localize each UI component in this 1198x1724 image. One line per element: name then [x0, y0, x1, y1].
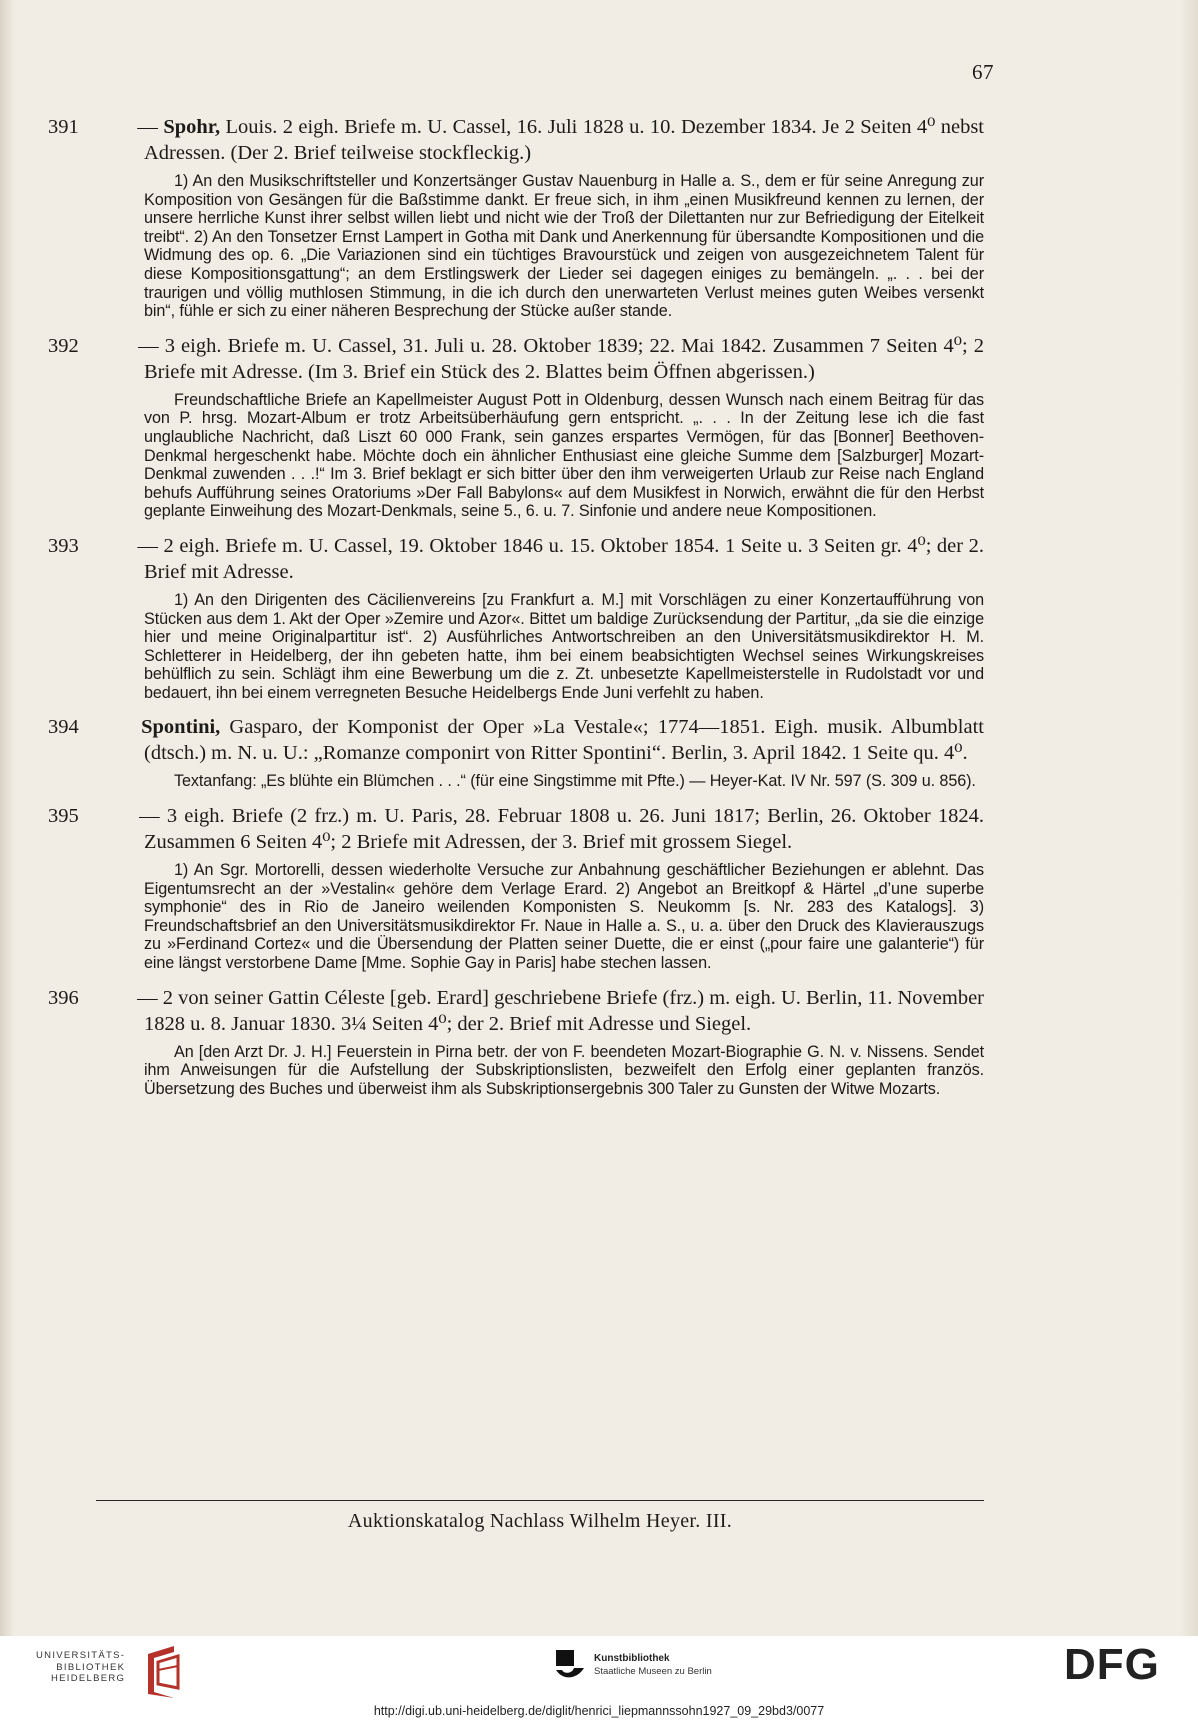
entry-number: 392	[48, 334, 79, 357]
entry-description: — 3 eigh. Briefe m. U. Cassel, 31. Juli u. 28. Oktober 1839; 22. Mai 1842. Zusammen 7 Seiten 4⁰; 2 Briefe mit Adresse. (Im 3. Brief ein Stück des 2. Blattes beim Öffnen abgerissen.)	[138, 334, 985, 383]
list-item	[48, 985, 985, 1099]
entry-note: Freundschaftliche Briefe an Kapellmeister August Pott in Oldenburg, dessen Wunsch nach einem Beitrag für das von P. hrsg. Mozart-Album er trotz Arbeitsüberhäufung gern entspricht. „. . . In der Zeitung lese ich die fast unglaubliche Nachricht, daß Liszt 60 000 Frank, sein ganzes erspartes Vermögen, für das [Bonner] Beethoven-Denkmal hergeschenkt habe. Möchte doch ein ähnlicher Enthusiast eine gleiche Summe dem [Salzburger] Mozart-Denkmal zuwenden . . .!“ Im 3. Brief beklagt er sich bitter über den ihm verweigerten Urlaub zur Reise nach England behufs Aufführung seines Oratoriums »Der Fall Babylons« auf dem Musikfest in Norwich, erwähnt die für den Herbst geplante Einweihung des Mozart-Denkmals, seine 5., 6. u. 7. Sinfonie und andere neue Kompositionen.	[144, 390, 984, 521]
entry-note: 1) An den Musikschriftsteller und Konzertsänger Gustav Nauenburg in Halle a. S., dem er für seine Anregung zur Komposition von Gesängen für die Baßstimme dankt. Er freue sich, in ihm „einen Musikfreund kennen zu lernen, der unsere herrliche Kunst ihrer selbst willen liebt und nicht wie der Troß der Dilettanten nur zur Befriedigung der Eitelkeit treibt“. 2) An den Tonsetzer Ernst Lampert in Gotha mit Dank und Anerkennung für übersandte Kompositionen und die Widmung des op. 6. „Die Variazionen sind ein tüchtiges Bravourstück und zeigen von ausgezeichnetem Talent für diese Kompositionsgattung“; an dem Erstlingswerk der Lieder sei dagegen einiges zu bemängeln. „. . . bei der traurigen und völlig muthlosen Stimmung, in die ich durch den unerwarteten Verlust meines guten Weibes versenkt bin“, fühle er sich zu einer näheren Besprechung der Stücke außer stande.	[144, 172, 984, 321]
uni-heidelberg-logo-icon	[144, 1644, 184, 1700]
entry-heading	[48, 333, 985, 385]
entry-note: 1) An Sgr. Mortorelli, dessen wiederholte Versuche zur Anbahnung geschäftlicher Beziehungen er ablehnt. Das Eigentumsrecht an der »Vestalin« gehöre dem Verlage Erard. 2) Angebot an Breitkopf & Härtel „d’une superbe symphonie“ des in Rio de Janeiro weilenden Komponisten S. Neukomm [s. Nr. 283 des Katalogs]. 3) Freundschaftsbrief an den Universitätsmusikdirektor Fr. Naue in Halle a. S., u. a. über den Druck des Klavierauszugs zu »Ferdinand Cortez« und die Übersendung der Platten seiner Duette, die er einst („pour faire une galanterie“) für eine längst verstorbene Dame [Mme. Sophie Gay in Paris] habe stechen lassen.	[144, 861, 984, 973]
kunstbibliothek-name: Kunstbibliothek	[594, 1653, 670, 1664]
entry-description: — 2 eigh. Briefe m. U. Cassel, 19. Oktober 1846 u. 15. Oktober 1854. 1 Seite u. 3 Seiten gr. 4⁰; der 2. Brief mit Adresse.	[137, 534, 985, 583]
dfg-logo: DFG	[1064, 1640, 1160, 1689]
page-number: 67	[972, 60, 994, 84]
entry-description: — 3 eigh. Briefe (2 frz.) m. U. Paris, 28. Februar 1808 u. 26. Juni 1817; Berlin, 26. Oktober 1824. Zusammen 6 Seiten 4⁰; 2 Briefe mit Adressen, der 3. Brief mit grossem Siegel.	[139, 805, 985, 854]
entry-number: 393	[48, 534, 79, 557]
entry-heading	[48, 985, 985, 1037]
page-edge-left	[0, 0, 14, 1636]
entry-heading	[48, 803, 985, 855]
uni-logo-line: BIBLIOTHEK	[56, 1661, 126, 1673]
entry-list	[48, 114, 985, 1110]
uni-heidelberg-logo	[36, 1650, 125, 1685]
list-item	[48, 114, 985, 321]
list-item	[48, 714, 984, 791]
entry-name: Spohr,	[163, 116, 221, 138]
entry-note: An [den Arzt Dr. J. H.] Feuerstein in Pirna betr. der von F. beendeten Mozart-Biographie G. N. v. Nissens. Sendet ihm Anweisungen für die Aufstellung der Subskriptionslisten, bezweifelt den Erfolg einer geplanten französ. Übersetzung des Buches und überweist ihm als Subskriptionsergebnis 300 Taler zu Gunsten der Witwe Mozarts.	[144, 1042, 984, 1098]
entry-number: 391	[48, 116, 79, 138]
entry-heading	[48, 714, 984, 766]
list-item	[48, 533, 985, 703]
entry-description: Louis. 2 eigh. Briefe m. U. Cassel, 16. Juli 1828 u. 10. Dezember 1834. Je 2 Seiten 4⁰ nebst Adressen. (Der 2. Brief teilweise stockfleckig.)	[144, 116, 985, 164]
entry-description: Gasparo, der Komponist der Oper »La Vestale«; 1774—1851. Eigh. musik. Albumblatt (dtsch.) m. N. u. U.: „Romanze componirt von Ritter Spontini“. Berlin, 3. April 1842. 1 Seite qu. 4⁰.	[144, 716, 984, 765]
entry-number: 396	[48, 986, 79, 1009]
page-edge-right	[1180, 0, 1198, 1636]
footer-divider	[96, 1500, 984, 1501]
logo-bar	[0, 1636, 1198, 1702]
list-item	[48, 803, 985, 973]
page-footer: Auktionskatalog Nachlass Wilhelm Heyer. III.	[347, 1510, 733, 1532]
entry-description: — 2 von seiner Gattin Céleste [geb. Erard] geschriebene Briefe (frz.) m. eigh. U. Berlin, 11. November 1828 u. 8. Januar 1830. 3¼ Seiten 4⁰; der 2. Brief mit Adresse und Siegel.	[137, 986, 985, 1035]
list-item	[48, 333, 985, 521]
uni-logo-line: HEIDELBERG	[50, 1673, 126, 1684]
entry-number: 395	[48, 805, 79, 828]
entry-note: Textanfang: „Es blühte ein Blümchen . . .“ (für eine Singstimme mit Pfte.) — Heyer-Kat. IV Nr. 597 (S. 309 u. 856).	[174, 772, 976, 791]
source-url[interactable]: http://digi.ub.uni-heidelberg.de/diglit/henrici_liepmannssohn1927_09_29bd3/0077	[373, 1704, 825, 1718]
entry-name: Spontini,	[141, 716, 221, 739]
kunstbibliothek-logo-icon	[554, 1648, 586, 1682]
kunstbibliothek-subtitle: Staatliche Museen zu Berlin	[594, 1666, 712, 1677]
entry-heading: 391 — Spohr, Louis. 2 eigh. Briefe m. U. Cassel, 16. Juli 1828 u. 10. Dezember 1834. Je 2 Seiten 4⁰ nebst Adressen. (Der 2. Brief teilweise stockfleckig.)	[48, 116, 985, 164]
uni-logo-line: UNIVERSITÄTS-	[36, 1650, 126, 1661]
entry-heading	[48, 533, 985, 585]
entry-note: 1) An den Dirigenten des Cäcilienvereins [zu Frankfurt a. M.] mit Vorschlägen zu einer Konzertaufführung von Stücken aus dem 1. Akt der Oper »Zemire und Azor«. Bittet um baldige Zurücksendung der Partitur, „da sie die einzige hier und meine Originalpartitur ist“. 2) Ausführliches Antwortschreiben an den Universitätsmusikdirektor H. M. Schletterer in Heidelberg, der ihn gebeten hatte, ihm bei einem beabsichtigten Wechsel seines Wirkungskreises behülflich zu sein. Schlägt ihm eine Bewerbung um die z. Zt. unbesetzte Kapellmeisterstelle in Rudolstadt vor und bedauert, ihn bei einem verregneten Besuche Heidelbergs Ende Juni verfehlt zu haben.	[144, 590, 984, 702]
entry-number: 394	[48, 716, 79, 739]
